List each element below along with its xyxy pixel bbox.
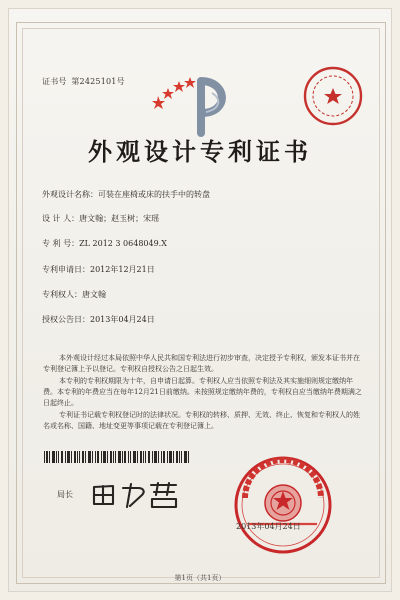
patent-number-row xyxy=(42,239,167,249)
application-date-value: 2012年12月21日 xyxy=(90,265,155,274)
grant-date-label: 授权公告日： xyxy=(42,315,90,324)
patent-number-label: 专 利 号： xyxy=(42,239,80,248)
grant-date-value: 2013年04月24日 xyxy=(90,315,155,324)
body-paragraph: 专利证书记载专利权登记时的法律状况。专利权的转移、质押、无效、终止、恢复和专利权人的姓名或名称、国籍、地址变更等事项记载在专利登记簿上。 xyxy=(43,411,360,430)
certificate-number-value: 第2425101号 xyxy=(71,77,125,86)
design-name-value: 可装在座椅或床的扶手中的转盘 xyxy=(98,190,210,199)
designer-label: 设 计 人： xyxy=(42,214,80,223)
certificate-number-label: 证书号 xyxy=(42,77,67,86)
body-paragraph: 本外观设计经过本局依照中华人民共和国专利法进行初步审查，决定授予专利权，颁发本证书并在专利登记簿上予以登记。专利权自授权公告之日起生效。 xyxy=(43,354,360,373)
application-date-row xyxy=(42,265,155,275)
seal-stamp-icon xyxy=(302,65,364,127)
body-paragraph: 本专利的专利权期限为十年，自申请日起算。专利权人应当依照专利法及其实施细则规定缴纳年费。本专利的年费应当在每年12月21日前缴纳。未按照规定缴纳年费的，专利权自应当缴纳年费期满之日起终止。 xyxy=(43,377,362,407)
certificate-number xyxy=(42,76,125,87)
director-label: 局长 xyxy=(57,490,73,499)
patentee-label: 专利权人： xyxy=(42,290,82,299)
designer-row xyxy=(42,214,159,224)
barcode-icon xyxy=(44,451,190,463)
page-footer: 第1页（共1页） xyxy=(174,574,226,582)
application-date-label: 专利申请日： xyxy=(42,265,90,274)
designer-value: 唐文翰；赵玉树；宋瑶 xyxy=(79,214,160,223)
body-text xyxy=(43,353,365,433)
grant-date-row xyxy=(42,315,155,325)
patentee-row xyxy=(42,290,106,300)
patentee-value: 唐文翰 xyxy=(82,290,106,299)
stamp-date: 2013年04月24日 xyxy=(236,522,301,531)
page-title: 外观设计专利证书 xyxy=(88,137,312,166)
national-seal-icon xyxy=(227,452,339,558)
design-name-label: 外观设计名称： xyxy=(42,190,98,199)
patent-number-value: ZL 2012 3 0648049.X xyxy=(79,239,167,248)
director-signature xyxy=(88,476,184,510)
design-name-row xyxy=(42,190,210,200)
